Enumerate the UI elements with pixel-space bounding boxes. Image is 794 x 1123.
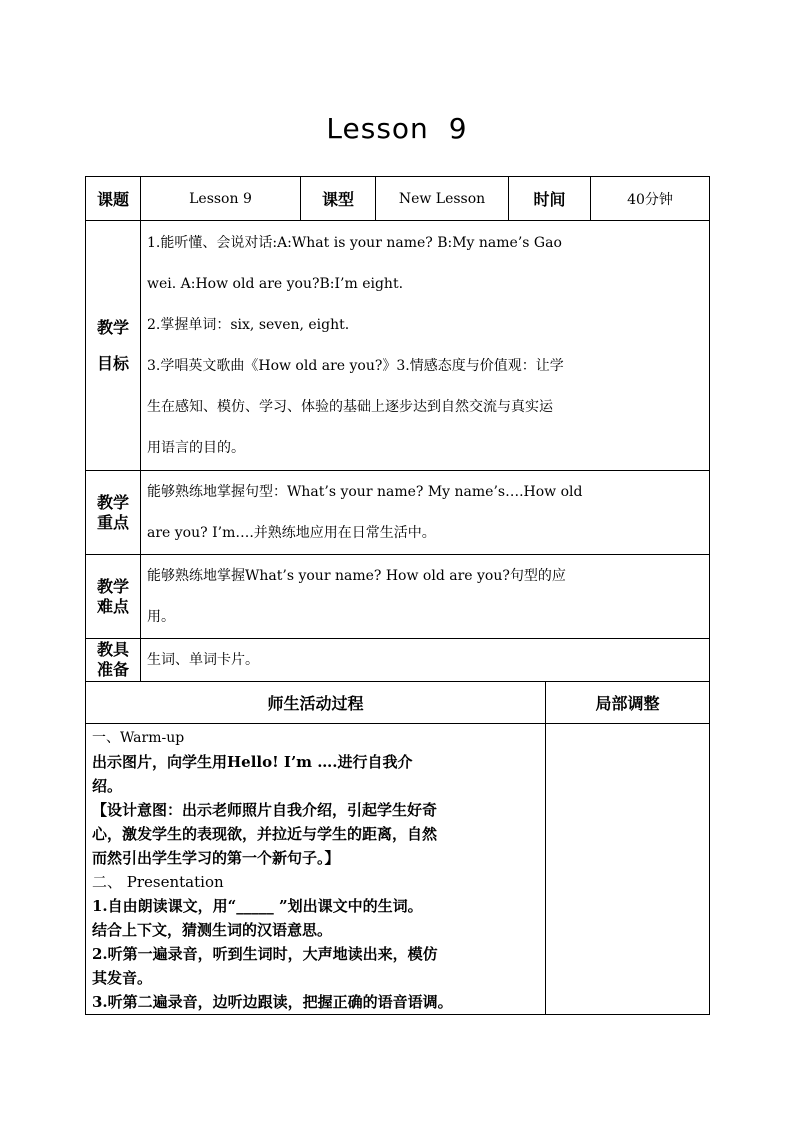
goals-row: [86, 221, 710, 471]
process-line: 结合上下文，猜测生词的汉语意思。: [92, 921, 333, 939]
type-value: New Lesson: [376, 177, 509, 221]
goals-line: wei. A:How old are you?B:I’m eight.: [147, 275, 404, 292]
difficult-points-content: [141, 555, 710, 639]
process-line: 二、 Presentation: [92, 873, 224, 891]
time-label: 时间: [509, 177, 591, 221]
process-line: 心，激发学生的表现欲，并拉近与学生的距离，自然: [92, 825, 438, 843]
difficult-points-label-line1: 教学: [96, 576, 129, 596]
key-points-label: [86, 471, 141, 555]
process-content: [86, 724, 546, 1015]
page-title: [0, 112, 794, 145]
type-label: 课型: [301, 177, 376, 221]
aids-label-line1: 教具: [96, 640, 129, 659]
key-points-label-line1: 教学: [96, 492, 129, 512]
aids-label: [86, 639, 141, 682]
time-value: 40分钟: [591, 177, 710, 221]
topic-label: 课题: [86, 177, 141, 221]
process-line: 而然引出学生学习的第一个新句子。】: [92, 849, 340, 867]
key-points-row: [86, 471, 710, 555]
process-line: 2.听第一遍录音，听到生词时，大声地读出来，模仿: [92, 945, 438, 963]
goals-line: 用语言的目的。: [147, 439, 245, 456]
title-number: 9: [448, 112, 468, 145]
aids-row: [86, 639, 710, 682]
difficult-points-label: [86, 555, 141, 639]
aids-label-line2: 准备: [96, 660, 129, 679]
key-points-content: [141, 471, 710, 555]
process-header-row: [86, 682, 710, 724]
title-word: Lesson: [326, 112, 429, 145]
key-points-line: are you? I’m….并熟练地应用在日常生活中。: [147, 524, 436, 541]
difficult-points-line: 用。: [147, 608, 175, 625]
adjust-content: [546, 724, 710, 1015]
goals-line: 生在感知、模仿、学习、体验的基础上逐步达到自然交流与真实运: [147, 398, 553, 415]
process-line: 一、Warm-up: [92, 730, 185, 746]
process-line: 【设计意图：出示老师照片自我介绍，引起学生好奇: [92, 801, 438, 819]
aids-content: 生词、单词卡片。: [141, 639, 710, 682]
process-line: 1.自由朗读课文，用“_____ ”划出课文中的生词。: [92, 897, 423, 915]
difficult-points-label-line2: 难点: [96, 596, 129, 616]
topic-value: Lesson 9: [141, 177, 301, 221]
process-table: [85, 681, 710, 1015]
process-line: 出示图片，向学生用Hello! I’m ….进行自我介: [92, 753, 413, 771]
goals-label-line2: 目标: [96, 353, 129, 373]
goals-line: 1.能听懂、会说对话:A:What is your name? B:My name’s Gao: [147, 234, 562, 251]
process-line: 3.听第二遍录音，边听边跟读，把握正确的语音语调。: [92, 993, 453, 1011]
lesson-info-table: [85, 176, 710, 682]
process-body-row: [86, 724, 710, 1015]
difficult-points-row: [86, 555, 710, 639]
goals-line: 3.学唱英文歌曲《How old are you?》3.情感态度与价值观：让学: [147, 357, 564, 374]
goals-line: 2.掌握单词：six, seven, eight.: [147, 316, 350, 333]
adjust-header: 局部调整: [546, 682, 710, 724]
info-row: [86, 177, 710, 221]
process-header: 师生活动过程: [86, 682, 546, 724]
key-points-line: 能够熟练地掌握句型：What’s your name? My name’s….How old: [147, 483, 583, 500]
goals-content: [141, 221, 710, 471]
goals-label: [86, 221, 141, 471]
goals-label-line1: 教学: [96, 317, 129, 337]
process-line: 其发音。: [92, 969, 153, 987]
process-line: 绍。: [92, 777, 123, 795]
key-points-label-line2: 重点: [96, 512, 129, 532]
difficult-points-line: 能够熟练地掌握What’s your name? How old are you?句型的应: [147, 567, 566, 584]
